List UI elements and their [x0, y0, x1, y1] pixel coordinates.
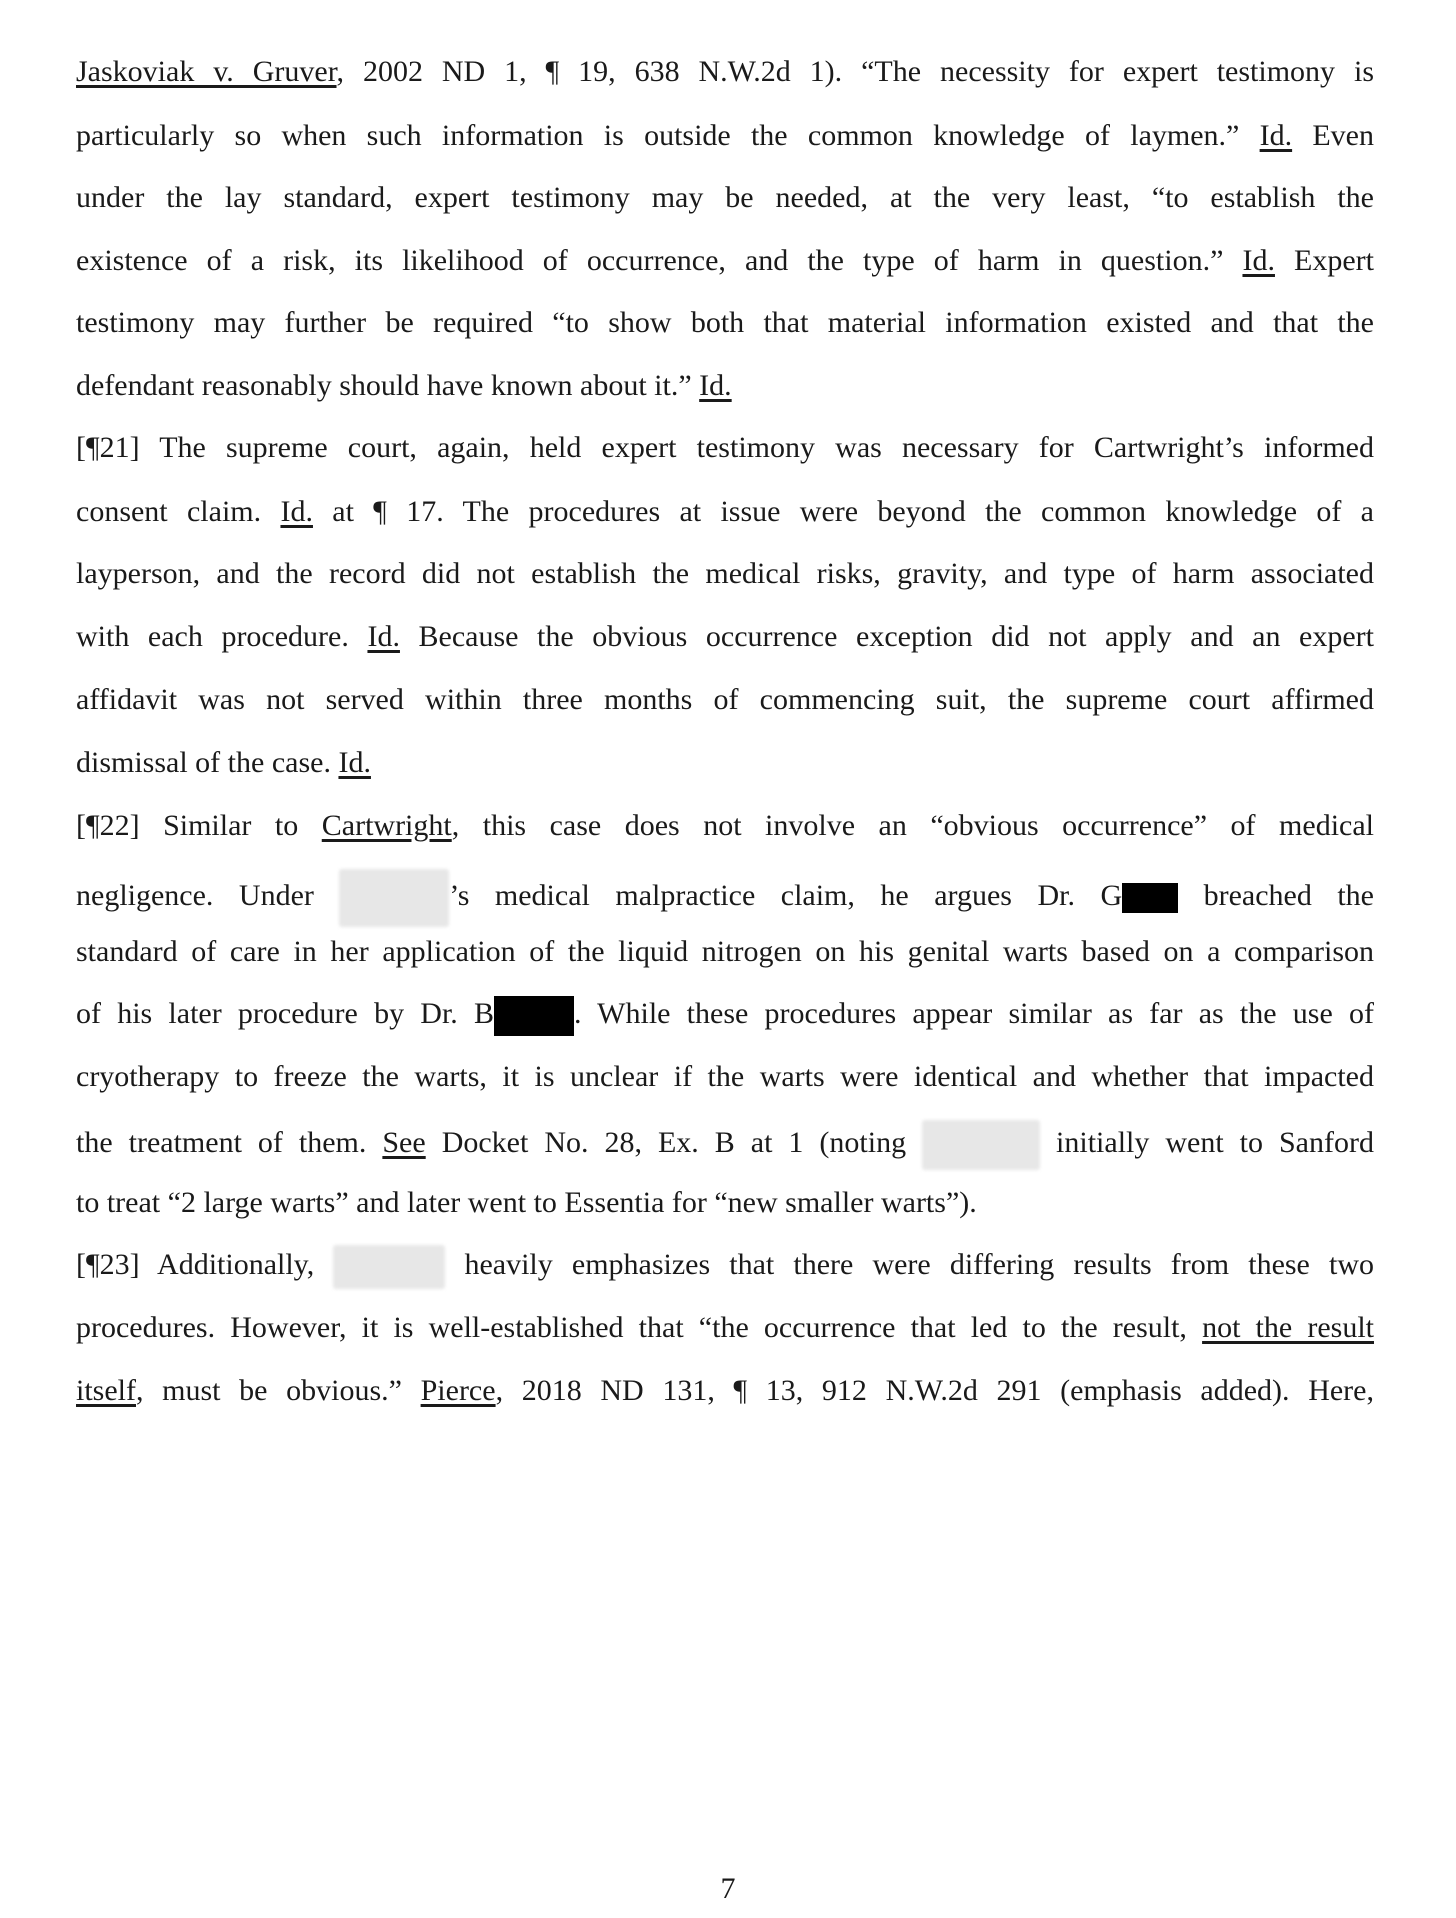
- text-span: , 2018 ND 131, ¶ 13, 912 N.W.2d 291 (emphasis added). Here,: [495, 1374, 1374, 1407]
- page-number: 7: [720, 1872, 736, 1905]
- text-line-22: [76, 1371, 1374, 1411]
- id-citation: Id.: [280, 495, 313, 528]
- text-span: , 2002 ND 1, ¶ 19, 638 N.W.2d 1). “The necessity for expert testimony is: [336, 55, 1374, 88]
- id-citation: Id.: [699, 369, 732, 402]
- text-line-8: [76, 492, 1374, 532]
- text-line-10: [76, 617, 1374, 657]
- emphasized-text: not the result: [1202, 1311, 1374, 1344]
- text-line-1: [76, 52, 1374, 92]
- text-span: particularly so when such information is outside the common knowledge of laymen.”: [76, 119, 1260, 152]
- text-line-3: under the lay standard, expert testimony may be needed, at the very least, “to establish the: [76, 181, 1374, 214]
- text-span: negligence. Under: [76, 878, 340, 912]
- text-span: . While these procedures appear similar as far as the use of: [574, 997, 1374, 1030]
- text-span: initially went to Sanford: [1040, 1125, 1374, 1159]
- text-line-15: standard of care in her application of the liquid nitrogen on his genital warts based on a comparison: [76, 935, 1374, 968]
- text-span: procedures. However, it is well-established that “the occurrence that led to the result,: [76, 1311, 1203, 1344]
- text-span: , must be obvious.”: [136, 1374, 421, 1407]
- paragraph-22-start: [76, 806, 1374, 846]
- text-span: [¶23] Additionally,: [76, 1248, 334, 1281]
- redaction-bar: [1122, 883, 1178, 913]
- text-line-4: [76, 241, 1374, 281]
- text-line-16: [76, 994, 1374, 1036]
- id-citation: Id.: [367, 620, 400, 653]
- text-span: , this case does not involve an “obvious occurrence” of medical: [451, 809, 1374, 842]
- text-span: Even: [1292, 119, 1375, 152]
- text-span: ’s medical malpractice claim, he argues Dr. G: [449, 878, 1123, 912]
- text-span: defendant reasonably should have known about it.”: [76, 369, 700, 402]
- text-span: with each procedure.: [76, 620, 368, 653]
- emphasized-text: itself: [76, 1374, 136, 1407]
- text-line-2: [76, 116, 1374, 156]
- paragraph-21-start: [¶21] The supreme court, again, held expert testimony was necessary for Cartwright’s informed: [76, 431, 1374, 464]
- text-span: existence of a risk, its likelihood of occurrence, and the type of harm in question.”: [76, 244, 1243, 277]
- text-span: [¶22] Similar to: [76, 809, 322, 842]
- id-citation: Id.: [1259, 119, 1293, 152]
- redaction-bar: [494, 996, 574, 1036]
- text-span: Expert: [1274, 244, 1374, 277]
- case-citation: Jaskoviak v. Gruver: [76, 55, 337, 88]
- text-span: Because the obvious occurrence exception did not apply and an expert: [399, 620, 1374, 653]
- text-span: the treatment of them.: [76, 1125, 383, 1159]
- text-line-19: to treat “2 large warts” and later went to Essentia for “new smaller warts”).: [76, 1186, 977, 1219]
- paragraph-23-start: [76, 1245, 1374, 1289]
- case-citation: Cartwright: [321, 809, 452, 842]
- id-citation: Id.: [338, 746, 371, 779]
- text-line-6: [76, 366, 1374, 406]
- redacted-name: [333, 1245, 445, 1289]
- case-citation: Pierce: [420, 1374, 496, 1407]
- text-line-9: layperson, and the record did not establish the medical risks, gravity, and type of harm associated: [76, 557, 1374, 590]
- text-line-12: [76, 743, 1374, 783]
- redacted-name: [922, 1120, 1040, 1170]
- text-line-11: affidavit was not served within three months of commencing suit, the supreme court affirmed: [76, 683, 1374, 716]
- text-line-21: [76, 1308, 1374, 1348]
- text-line-5: testimony may further be required “to show both that material information existed and that the: [76, 306, 1374, 339]
- text-line-17: cryotherapy to freeze the warts, it is unclear if the warts were identical and whether that impacted: [76, 1060, 1374, 1093]
- text-span: consent claim.: [76, 495, 281, 528]
- redacted-name: [339, 869, 449, 927]
- text-span: heavily emphasizes that there were differing results from these two: [445, 1248, 1374, 1281]
- text-line-14: [76, 869, 1374, 927]
- text-line-18: [76, 1120, 1374, 1170]
- text-span: Docket No. 28, Ex. B at 1 (noting: [425, 1125, 923, 1159]
- see-signal: See: [382, 1125, 426, 1159]
- text-span: breached the: [1178, 878, 1375, 912]
- text-span: at ¶ 17. The procedures at issue were beyond the common knowledge of a: [312, 495, 1374, 528]
- id-citation: Id.: [1242, 244, 1275, 277]
- text-span: of his later procedure by Dr. B: [76, 997, 494, 1030]
- text-span: dismissal of the case.: [76, 746, 339, 779]
